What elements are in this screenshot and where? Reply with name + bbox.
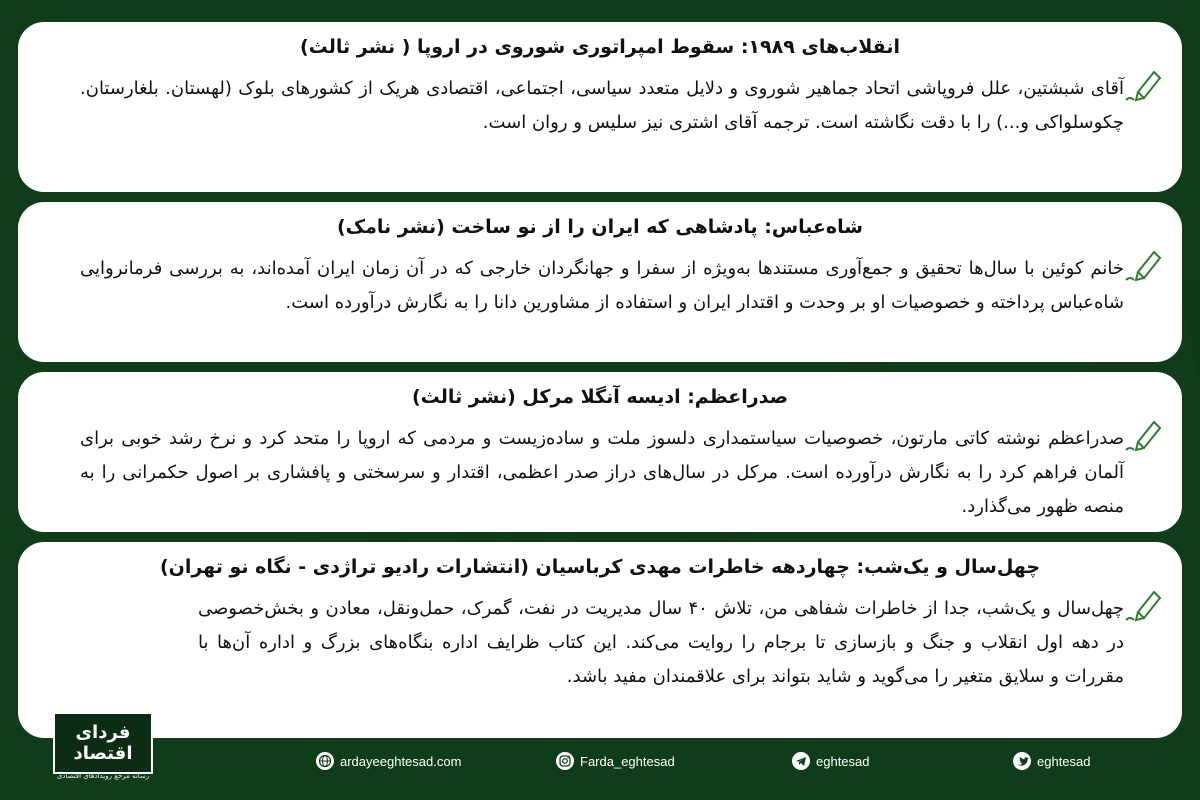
book-card-3 [18, 372, 1182, 532]
book-title-4: چهل‌سال و یک‌شب: چهاردهه خاطرات مهدی کرباسیان (انتشارات رادیو تراژدی - نگاه نو تهران) [159, 556, 1041, 578]
footer-telegram-text: eghtesad [816, 753, 870, 769]
footer-twitter-text: eghtesad [1037, 753, 1091, 769]
instagram-icon [556, 752, 574, 770]
book-card-4 [18, 542, 1182, 738]
book-description-1: آقای شبشتین، علل فروپاشی اتحاد جماهیر شوروی و دلایل متعدد سیاسی، اجتماعی، اقتصادی هریک از کشورهای بلوک (لهستان. بلغارستان. چکوسلواکی و...) را با دقت نگاشته است. ترجمه آقای اشتری نیز سلیس و روان است. [80, 78, 1124, 133]
footer-instagram-text: Farda_eghtesad [580, 753, 675, 769]
book-title-2: شاه‌عباس: پادشاهی که ایران را از نو ساخت (نشر نامک) [337, 216, 863, 238]
pencil-icon [1124, 412, 1168, 456]
book-card-1 [18, 22, 1182, 192]
twitter-icon [1013, 752, 1031, 770]
book-description-3: صدراعظم نوشته کاتی مارتون، خصوصیات سیاستمداری دلسوز ملت و ساده‌زیست و مردمی که اروپا را متحد کرد و نرخ رشد خوبی برای آلمان فراهم کرد را به نگارش درآورده است. مرکل در سال‌های دراز صدر اعظمی، اقتدار و سرسختی و پافشاری بر اصول حکمرانی را به منصه ظهور می‌گذارد. [80, 428, 1124, 517]
footer-website-text: ardayeeghtesad.com [340, 753, 462, 769]
pencil-icon [1124, 582, 1168, 626]
footer-twitter[interactable] [1013, 752, 1091, 770]
footer-instagram[interactable] [556, 752, 675, 770]
globe-icon [316, 752, 334, 770]
book-title-1: انقلاب‌های ۱۹۸۹: سقوط امپراتوری شوروی در اروپا ( نشر ثالث) [299, 36, 900, 58]
book-title-3: صدراعظم: ادیسه آنگلا مرکل (نشر ثالث) [412, 386, 788, 408]
book-card-2 [18, 202, 1182, 362]
book-description-4: چهل‌سال و یک‌شب، جدا از خاطرات شفاهی من، تلاش ۴۰ سال مدیریت در نفت، گمرک، حمل‌ونقل، معادن و بخش‌خصوصی در دهه اول انقلاب و جنگ و بازسازی تا برجام را روایت می‌کند. این کتاب ظرایف اداره بنگاه‌های بزرگ و اداره آن‌ها با مقررات و سلایق متغیر را می‌گوید و شاید بتواند برای علاقمندان مفید باشد. [198, 598, 1124, 687]
pencil-icon [1124, 242, 1168, 286]
logo-tagline: رسانه مرجع رویدادهای اقتصادی [56, 772, 150, 780]
pencil-icon [1124, 62, 1168, 106]
book-description-2: خانم کوئین با سال‌ها تحقیق و جمع‌آوری مستندها به‌ویژه از سفرا و جهانگردان خارجی که در آن زمان ایران آمده‌اند، به بررسی فرمانروایی شاه‌عباس پرداخته و خصوصیات او بر وحدت و اقتدار ایران و استفاده از مشاورین دانا را به نگارش درآورده است. [80, 258, 1124, 313]
footer-bar [0, 748, 1200, 778]
telegram-icon [792, 752, 810, 770]
footer-website[interactable] [316, 752, 461, 770]
logo-brand-text: فردای اقتصاد [73, 722, 133, 764]
footer-telegram[interactable] [792, 752, 870, 770]
